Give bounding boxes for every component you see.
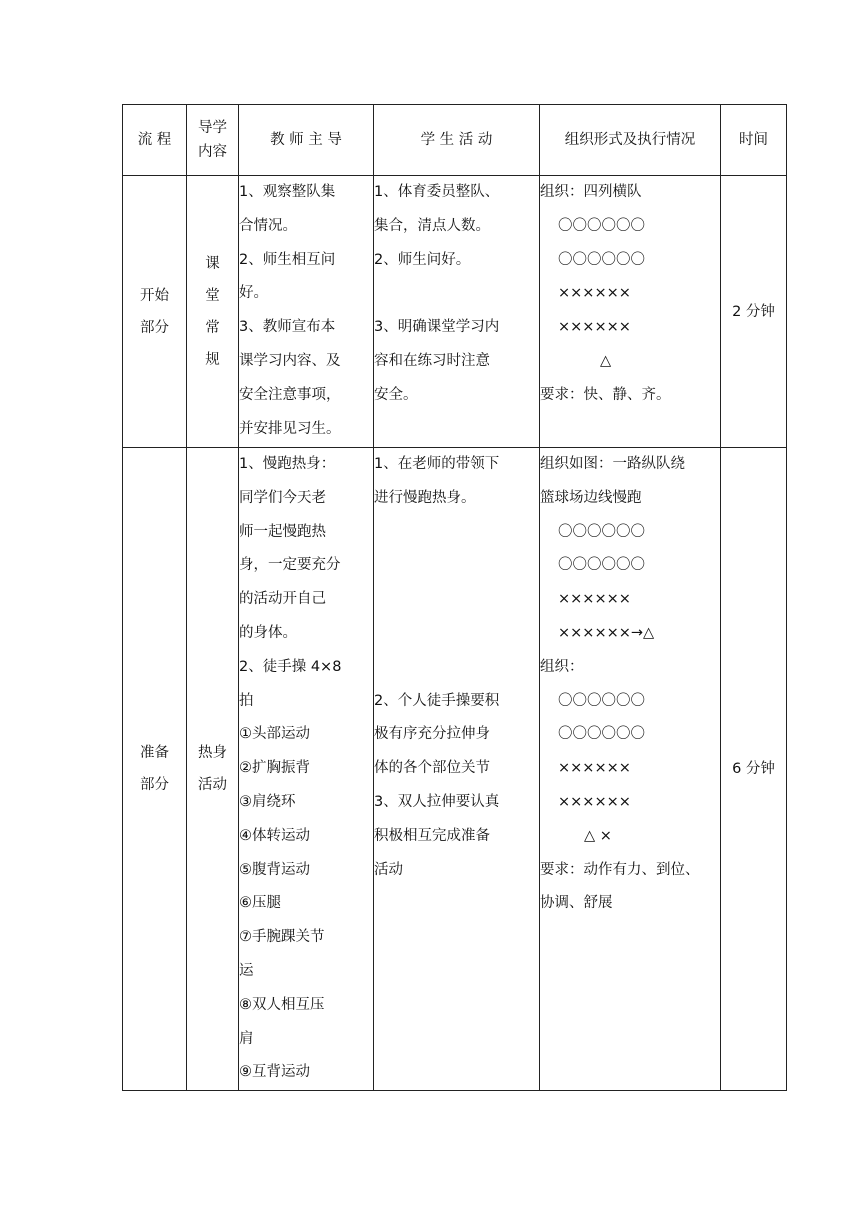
formation-row: ××××××: [558, 760, 631, 777]
header-guide: 导学内容: [187, 105, 239, 176]
organization-cell: 组织：四列横队 〇〇〇〇〇〇 〇〇〇〇〇〇 ×××××× ×××××× △ 要求：快、静、齐。: [540, 176, 721, 448]
header-process: 流 程: [123, 105, 187, 176]
table-row-start: [123, 176, 787, 448]
teacher-marker: △: [600, 352, 612, 369]
phase-cell: 开始 部分: [123, 176, 187, 448]
formation-row: ××××××: [558, 793, 631, 810]
guide-cell: 课 堂 常 规: [187, 176, 239, 448]
formation-row: ××××××→△: [558, 624, 655, 641]
guide-cell: 热身 活动: [187, 448, 239, 1091]
student-cell: 1、体育委员整队、 集合，清点人数。 2、师生问好。 3、明确课堂学习内 容和在练习时注意 安全。: [374, 176, 540, 448]
organization-cell: 组织如图：一路纵队绕 篮球场边线慢跑 〇〇〇〇〇〇 〇〇〇〇〇〇 ×××××× ××××××→△ 组织： 〇〇〇〇〇〇 〇〇〇〇〇〇 ×××××× ×××××× △ × 要求：动作有力、到位、 协调、舒展: [540, 448, 721, 1091]
header-teacher: 教 师 主 导: [239, 105, 374, 176]
header-student: 学 生 活 动: [374, 105, 540, 176]
formation-row: 〇〇〇〇〇〇: [558, 251, 645, 268]
formation-row: 〇〇〇〇〇〇: [558, 523, 645, 540]
lesson-plan-table: [122, 104, 787, 1091]
time-cell: 6 分钟: [721, 448, 787, 1091]
time-cell: 2 分钟: [721, 176, 787, 448]
teacher-cell: 1、慢跑热身： 同学们今天老 师一起慢跑热 身，一定要充分 的活动开自己 的身体。 2、徒手操 4×8 拍 ①头部运动 ②扩胸振背 ③肩绕环 ④体转运动 ⑤腹背运动 ⑥压腿 ⑦手腕踝关节 运 ⑧双人相互压 肩 ⑨互背运动: [239, 448, 374, 1091]
formation-row: 〇〇〇〇〇〇: [558, 557, 645, 574]
formation-row: ××××××: [558, 319, 631, 336]
header-row: [123, 105, 787, 176]
teacher-marker: △ ×: [584, 827, 612, 844]
table-row-prepare: [123, 448, 787, 1091]
formation-row: ××××××: [558, 285, 631, 302]
header-time: 时间: [721, 105, 787, 176]
formation-row: 〇〇〇〇〇〇: [558, 217, 645, 234]
phase-cell: 准备 部分: [123, 448, 187, 1091]
formation-row: 〇〇〇〇〇〇: [558, 692, 645, 709]
student-cell: 1、在老师的带领下 进行慢跑热身。 2、个人徒手操要积 极有序充分拉伸身 体的各个部位关节 3、双人拉伸要认真 积极相互完成准备 活动: [374, 448, 540, 1091]
formation-row: 〇〇〇〇〇〇: [558, 726, 645, 743]
teacher-cell: 1、观察整队集 合情况。 2、师生相互问 好。 3、教师宣布本 课学习内容、及 安全注意事项， 并安排见习生。: [239, 176, 374, 448]
formation-row: ××××××: [558, 591, 631, 608]
header-organization: 组织形式及执行情况: [540, 105, 721, 176]
